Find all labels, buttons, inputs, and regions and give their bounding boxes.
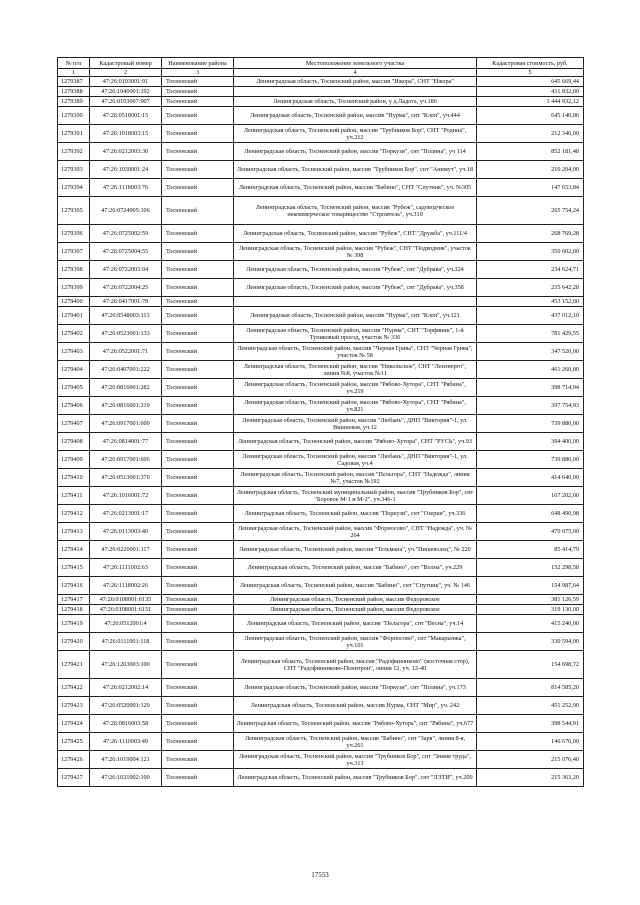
row-number-cell: 1279422 bbox=[58, 679, 90, 697]
district-name-cell: Тосненский bbox=[162, 179, 234, 197]
table-row bbox=[58, 379, 584, 397]
location-cell: Ленинградская область, Тосненский район, массив "Любань", ДНП "Виктория"-1, ул. Вишневая, уч.12 bbox=[234, 415, 477, 433]
cadastral-value-cell: 215 363,20 bbox=[477, 769, 584, 787]
cadastral-number-cell: 47:26:0816003:58 bbox=[90, 715, 162, 733]
table-row bbox=[58, 179, 584, 197]
table-row bbox=[58, 679, 584, 697]
cadastral-number-cell: 47:26:0212003:30 bbox=[90, 143, 162, 161]
district-name-cell: Тосненский bbox=[162, 107, 234, 125]
row-number-cell: 1279407 bbox=[58, 415, 90, 433]
table-row bbox=[58, 595, 584, 605]
district-name-cell: Тосненский bbox=[162, 487, 234, 505]
district-name-cell: Тосненский bbox=[162, 225, 234, 243]
row-number-cell: 1279424 bbox=[58, 715, 90, 733]
location-cell: Ленинградская область, Тосненский район, массив Нурма, СНТ "Мир", уч. 242 bbox=[234, 697, 477, 715]
location-cell: Ленинградская область, Тосненский район, массив "Бабино", снт "Спутник", уч. № 146 bbox=[234, 577, 477, 595]
cadastral-number-cell: 47:26:1118002:26 bbox=[90, 577, 162, 595]
cadastral-number-cell: 47:26:0722003:94 bbox=[90, 261, 162, 279]
location-cell: Ленинградская область, Тосненский район, массив "Рубеж", СНТ "Подводник", участок № 398 bbox=[234, 243, 477, 261]
cadastral-value-cell: 398 714,94 bbox=[477, 379, 584, 397]
header-cadastral-number: Кадастровый номер bbox=[90, 58, 162, 69]
cadastral-value-cell: 451 252,90 bbox=[477, 697, 584, 715]
district-name-cell: Тосненский bbox=[162, 343, 234, 361]
table-row bbox=[58, 523, 584, 541]
row-number-cell: 1279418 bbox=[58, 605, 90, 615]
cadastral-number-cell: 47:26:1110003:49 bbox=[90, 733, 162, 751]
cadastral-value-cell: 431 832,00 bbox=[477, 87, 584, 97]
cadastral-value-cell: 154 698,72 bbox=[477, 651, 584, 679]
cadastral-number-cell: 47:26:0417001:78 bbox=[90, 297, 162, 307]
location-cell: Ленинградская область, Тосненский район, массив "Рубеж", снт "Дубрава", уч.358 bbox=[234, 279, 477, 297]
table-row bbox=[58, 125, 584, 143]
cadastral-value-cell: 739 880,00 bbox=[477, 415, 584, 433]
row-number-cell: 1279389 bbox=[58, 97, 90, 107]
location-cell: Ленинградская область, Тосненский район, массив "Любань", ДНП "Виктория"-1, ул. Садовая, уч.4 bbox=[234, 451, 477, 469]
location-cell: Ленинградская область, Тосненский район, массив "Трубников Бор", снт "Аннмут", уч.18 bbox=[234, 161, 477, 179]
header-row-number: № п/п bbox=[58, 58, 90, 69]
row-number-cell: 1279388 bbox=[58, 87, 90, 97]
district-name-cell: Тосненский bbox=[162, 715, 234, 733]
row-number-cell: 1279390 bbox=[58, 107, 90, 125]
row-number-cell: 1279406 bbox=[58, 397, 90, 415]
district-name-cell: Тосненский bbox=[162, 633, 234, 651]
location-cell: Ленинградская область, Тосненский район, массив "Нурма", снт "Клен", уч.121 bbox=[234, 307, 477, 325]
row-number-cell: 1279408 bbox=[58, 433, 90, 451]
district-name-cell: Тосненский bbox=[162, 751, 234, 769]
row-number-cell: 1279423 bbox=[58, 697, 90, 715]
table-row bbox=[58, 361, 584, 379]
table-row bbox=[58, 97, 584, 107]
cadastral-value-cell: 645 140,86 bbox=[477, 107, 584, 125]
location-cell: Ленинградская область, Тосненский район, массив "Ижора", СНТ "Ижора" bbox=[234, 77, 477, 87]
table-row bbox=[58, 577, 584, 595]
table-row bbox=[58, 107, 584, 125]
cadastral-value-cell: 394 400,00 bbox=[477, 433, 584, 451]
row-number-cell: 1279393 bbox=[58, 161, 90, 179]
cadastral-number-cell: 47:26:0513001:370 bbox=[90, 469, 162, 487]
cadastral-value-cell: 167 202,00 bbox=[477, 487, 584, 505]
district-name-cell: Тосненский bbox=[162, 125, 234, 143]
location-cell: Ленинградская область, Тосненский район, массив "Поркузи", снт "Озерки", уч.336 bbox=[234, 505, 477, 523]
cadastral-number-cell: 47:26:0113003:40 bbox=[90, 523, 162, 541]
cadastral-value-cell: 415 240,00 bbox=[477, 615, 584, 633]
location-cell: Ленинградская область, Тосненский район, массив "Форносово", снт "Макарьевка", уч.101 bbox=[234, 633, 477, 651]
row-number-cell: 1279403 bbox=[58, 343, 90, 361]
table-row bbox=[58, 505, 584, 523]
cadastral-number-cell: 47:26:0725004:55 bbox=[90, 243, 162, 261]
cadastral-value-cell: 852 181,48 bbox=[477, 143, 584, 161]
district-name-cell: Тосненский bbox=[162, 87, 234, 97]
cadastral-value-cell: 215 076,40 bbox=[477, 751, 584, 769]
table-row bbox=[58, 733, 584, 751]
row-number-cell: 1279419 bbox=[58, 615, 90, 633]
cadastral-number-cell: 47:26:0523001:133 bbox=[90, 325, 162, 343]
cadastral-value-cell: 414 640,00 bbox=[477, 469, 584, 487]
cadastral-value-cell: 398 544,91 bbox=[477, 715, 584, 733]
table-row bbox=[58, 451, 584, 469]
table-row bbox=[58, 697, 584, 715]
table-row bbox=[58, 651, 584, 679]
district-name-cell: Тосненский bbox=[162, 361, 234, 379]
column-number: 5 bbox=[477, 69, 584, 77]
district-name-cell: Тосненский bbox=[162, 143, 234, 161]
cadastral-number-cell: 47:26:0917001:606 bbox=[90, 451, 162, 469]
location-cell: Ленинградская область, Тосненский район, массив "Пельгора", снт "Весна", уч.14 bbox=[234, 615, 477, 633]
row-number-cell: 1279409 bbox=[58, 451, 90, 469]
table-row bbox=[58, 261, 584, 279]
district-name-cell: Тосненский bbox=[162, 161, 234, 179]
district-name-cell: Тосненский bbox=[162, 433, 234, 451]
cadastral-number-cell: 47:26:1030001:24 bbox=[90, 161, 162, 179]
cadastral-number-cell: 47:26:0816001:319 bbox=[90, 397, 162, 415]
location-cell: Ленинградская область, Тосненский район, массив "Рябово-Хутора", СНТ "РУСЬ", уч.93 bbox=[234, 433, 477, 451]
row-number-cell: 1279410 bbox=[58, 469, 90, 487]
location-cell: Ленинградская область, Тосненский район, массив "Рубеж", снт "Дубрава", уч.324 bbox=[234, 261, 477, 279]
location-cell: Ленинградская область, Тосненский район, массив "Бабино", СНТ "Спутник", уч. №305 bbox=[234, 179, 477, 197]
header-location: Местоположение земельного участка bbox=[234, 58, 477, 69]
district-name-cell: Тосненский bbox=[162, 679, 234, 697]
district-name-cell: Тосненский bbox=[162, 77, 234, 87]
column-number-row bbox=[58, 69, 584, 77]
location-cell: Ленинградская область, Тосненский район, массив "Рубеж", садоводческое некоммерческое товарищество "Строитель", уч.310 bbox=[234, 197, 477, 225]
table-row bbox=[58, 161, 584, 179]
cadastral-number-cell: 47:26:0520001:129 bbox=[90, 697, 162, 715]
location-cell: Ленинградская область, Тосненский район, массив "Рябово-Хутора", СНТ "Рябина", уч.821 bbox=[234, 397, 477, 415]
header-district-name: Наименование района bbox=[162, 58, 234, 69]
table-row bbox=[58, 343, 584, 361]
district-name-cell: Тосненский bbox=[162, 415, 234, 433]
cadastral-number-cell: 47:26:1203003:100 bbox=[90, 651, 162, 679]
cadastral-value-sheet bbox=[57, 57, 583, 787]
cadastral-number-cell: 47:26:0814001:77 bbox=[90, 433, 162, 451]
table-row bbox=[58, 397, 584, 415]
cadastral-value-cell: 330 594,00 bbox=[477, 633, 584, 651]
cadastral-value-cell: 648 490,98 bbox=[477, 505, 584, 523]
district-name-cell: Тосненский bbox=[162, 505, 234, 523]
cadastral-number-cell: 47:26:0407001:222 bbox=[90, 361, 162, 379]
cadastral-value-cell: 85 414,79 bbox=[477, 541, 584, 559]
district-name-cell: Тосненский bbox=[162, 243, 234, 261]
cadastral-number-cell: 47:26:0111001:118 bbox=[90, 633, 162, 651]
location-cell: Ленинградская область, Тосненский район, массив "Форносово", СНТ "Надежда", уч. № 264 bbox=[234, 523, 477, 541]
cadastral-value-cell: 268 769,28 bbox=[477, 225, 584, 243]
table-row bbox=[58, 143, 584, 161]
row-number-cell: 1279402 bbox=[58, 325, 90, 343]
row-number-cell: 1279421 bbox=[58, 651, 90, 679]
location-cell: Ленинградская область, Тосненский район, массив "Рубеж", СНТ "Дружба", уч.111/4 bbox=[234, 225, 477, 243]
district-name-cell: Тосненский bbox=[162, 297, 234, 307]
district-name-cell: Тосненский bbox=[162, 397, 234, 415]
district-name-cell: Тосненский bbox=[162, 605, 234, 615]
cadastral-number-cell: 47:26:0724005:106 bbox=[90, 197, 162, 225]
cadastral-value-cell: 235 642,28 bbox=[477, 279, 584, 297]
row-number-cell: 1279399 bbox=[58, 279, 90, 297]
cadastral-value-cell: 147 653,84 bbox=[477, 179, 584, 197]
location-cell: Ленинградская область, Тосненский район, массив "Никольское", СНТ "Ленэнерго", линия №8, участок №11 bbox=[234, 361, 477, 379]
district-name-cell: Тосненский bbox=[162, 733, 234, 751]
cadastral-number-cell: 47:26:0103001:91 bbox=[90, 77, 162, 87]
table-row bbox=[58, 715, 584, 733]
location-cell: Ленинградская область, Тосненский район, массив Федоровское bbox=[234, 595, 477, 605]
location-cell: Ленинградская область, Тосненский муниципальный район, массив "Трубников Бор", снт "Боровое М-1 и М-2", уч.346-1 bbox=[234, 487, 477, 505]
district-name-cell: Тосненский bbox=[162, 651, 234, 679]
row-number-cell: 1279392 bbox=[58, 143, 90, 161]
location-cell: Ленинградская область, Тосненский район, массив "Рябово-Хутора", снт "Рябина", уч.677 bbox=[234, 715, 477, 733]
row-number-cell: 1279400 bbox=[58, 297, 90, 307]
district-name-cell: Тосненский bbox=[162, 697, 234, 715]
row-number-cell: 1279413 bbox=[58, 523, 90, 541]
row-number-cell: 1279414 bbox=[58, 541, 90, 559]
district-name-cell: Тосненский bbox=[162, 615, 234, 633]
location-cell: Ленинградская область, Тосненский район, массив "Бабино", снт "Заря", линия 8-я, уч.261 bbox=[234, 733, 477, 751]
cadastral-number-cell: 47:26:0220001:117 bbox=[90, 541, 162, 559]
table-row bbox=[58, 197, 584, 225]
cadastral-number-cell: 47:26:1021002:100 bbox=[90, 769, 162, 787]
location-cell: Ленинградская область, Тосненский район, массив "Трубников Бор", снт "ЛЭТИ", уч.200 bbox=[234, 769, 477, 787]
row-number-cell: 1279401 bbox=[58, 307, 90, 325]
district-name-cell: Тосненский bbox=[162, 307, 234, 325]
cadastral-number-cell: 47:26:0816001:282 bbox=[90, 379, 162, 397]
table-row bbox=[58, 77, 584, 87]
table-row bbox=[58, 279, 584, 297]
table-row bbox=[58, 433, 584, 451]
row-number-cell: 1279394 bbox=[58, 179, 90, 197]
row-number-cell: 1279416 bbox=[58, 577, 90, 595]
table-row bbox=[58, 541, 584, 559]
cadastral-number-cell: 47:26:0103007:907 bbox=[90, 97, 162, 107]
location-cell: Ленинградская область, Тосненский район, массив "Черная Грива", СНТ "Черная Грива", участок № 58 bbox=[234, 343, 477, 361]
header-cadastral-value: Кадастровая стоимость, руб. bbox=[477, 58, 584, 69]
row-number-cell: 1279427 bbox=[58, 769, 90, 787]
cadastral-value-cell: 319 130,00 bbox=[477, 605, 584, 615]
district-name-cell: Тосненский bbox=[162, 379, 234, 397]
district-name-cell: Тосненский bbox=[162, 577, 234, 595]
cadastral-value-cell: 437 012,10 bbox=[477, 307, 584, 325]
table-row bbox=[58, 751, 584, 769]
row-number-cell: 1279404 bbox=[58, 361, 90, 379]
row-number-cell: 1279397 bbox=[58, 243, 90, 261]
location-cell: Ленинградская область, Тосненский район, массив "Бабино", снт "Волна", уч.229 bbox=[234, 559, 477, 577]
cadastral-value-cell: 265 754,24 bbox=[477, 197, 584, 225]
row-number-cell: 1279425 bbox=[58, 733, 90, 751]
location-cell: Ленинградская область, Тосненский район, массив "Нурма", снт "Клен", уч.444 bbox=[234, 107, 477, 125]
column-number: 2 bbox=[90, 69, 162, 77]
row-number-cell: 1279426 bbox=[58, 751, 90, 769]
row-number-cell: 1279395 bbox=[58, 197, 90, 225]
table-row bbox=[58, 243, 584, 261]
location-cell: Ленинградская область, Тосненский район, массив Федоровское bbox=[234, 605, 477, 615]
table-row bbox=[58, 769, 584, 787]
cadastral-number-cell: 47:26:0512001:4 bbox=[90, 615, 162, 633]
column-number: 3 bbox=[162, 69, 234, 77]
location-cell: Ленинградская область, Тосненский район, массив "Нурма", СНТ "Торфяник", 1-й Тупиковый проезд, участок № 336 bbox=[234, 325, 477, 343]
cadastral-value-cell: 234 624,71 bbox=[477, 261, 584, 279]
row-number-cell: 1279387 bbox=[58, 77, 90, 87]
cadastral-value-cell: 152 298,58 bbox=[477, 559, 584, 577]
table-row bbox=[58, 633, 584, 651]
cadastral-value-cell: 645 669,44 bbox=[477, 77, 584, 87]
cadastral-number-cell: 47:26:0212002:14 bbox=[90, 679, 162, 697]
district-name-cell: Тосненский bbox=[162, 197, 234, 225]
cadastral-number-cell: 47:26:0725002:59 bbox=[90, 225, 162, 243]
table-body bbox=[58, 77, 584, 787]
cadastral-value-cell: 814 585,20 bbox=[477, 679, 584, 697]
cadastral-number-cell: 47:26:1111002:63 bbox=[90, 559, 162, 577]
table-row bbox=[58, 615, 584, 633]
district-name-cell: Тосненский bbox=[162, 541, 234, 559]
district-name-cell: Тосненский bbox=[162, 97, 234, 107]
district-name-cell: Тосненский bbox=[162, 769, 234, 787]
location-cell: Ленинградская область, Тосненский район, массив "Рябово-Хутора", СНТ "Рябина", уч.219 bbox=[234, 379, 477, 397]
row-number-cell: 1279415 bbox=[58, 559, 90, 577]
district-name-cell: Тосненский bbox=[162, 451, 234, 469]
cadastral-table bbox=[57, 57, 584, 787]
row-number-cell: 1279405 bbox=[58, 379, 90, 397]
location-cell: Ленинградская область, Тосненский район, массив "Тельмана", уч."Пишеволец", № 220 bbox=[234, 541, 477, 559]
cadastral-number-cell: 47:26:1040001:192 bbox=[90, 87, 162, 97]
location-cell: Ленинградская область, Тосненский район, массив "Трубников Бор", СНТ "Родина", уч.212 bbox=[234, 125, 477, 143]
location-cell: Ленинградская область, Тосненский район, у д.Ладога, уч.186 bbox=[234, 97, 477, 107]
cadastral-value-cell: 397 754,93 bbox=[477, 397, 584, 415]
cadastral-value-cell: 453 152,00 bbox=[477, 297, 584, 307]
cadastral-number-cell: 47:26:0722004:25 bbox=[90, 279, 162, 297]
cadastral-number-cell: 47:26:0213001:17 bbox=[90, 505, 162, 523]
location-cell: Ленинградская область, Тосненский район, массив "Поркузи", снт "Полина", уч.173 bbox=[234, 679, 477, 697]
row-number-cell: 1279420 bbox=[58, 633, 90, 651]
cadastral-value-cell: 739 880,00 bbox=[477, 451, 584, 469]
cadastral-value-cell: 1 444 932,12 bbox=[477, 97, 584, 107]
district-name-cell: Тосненский bbox=[162, 469, 234, 487]
district-name-cell: Тосненский bbox=[162, 261, 234, 279]
row-number-cell: 1279391 bbox=[58, 125, 90, 143]
cadastral-value-cell: 347 520,00 bbox=[477, 343, 584, 361]
district-name-cell: Тосненский bbox=[162, 595, 234, 605]
cadastral-number-cell: 47:26:1019004:121 bbox=[90, 751, 162, 769]
cadastral-number-cell: 47:26:0548003:113 bbox=[90, 307, 162, 325]
table-row bbox=[58, 415, 584, 433]
table-row bbox=[58, 605, 584, 615]
district-name-cell: Тосненский bbox=[162, 523, 234, 541]
cadastral-number-cell: 47:26:0518001:15 bbox=[90, 107, 162, 125]
cadastral-value-cell: 381 126,59 bbox=[477, 595, 584, 605]
location-cell: Ленинградская область, Тосненский район, массив "Радофинниково" (восточная стор), СНТ "Радофинниково-Поннтрон", линия 12, уч. 12-40 bbox=[234, 651, 477, 679]
table-header-row bbox=[58, 58, 584, 69]
cadastral-number-cell: 47:26:0917001:600 bbox=[90, 415, 162, 433]
table-row bbox=[58, 559, 584, 577]
row-number-cell: 1279398 bbox=[58, 261, 90, 279]
cadastral-value-cell: 146 676,00 bbox=[477, 733, 584, 751]
cadastral-value-cell: 154 987,64 bbox=[477, 577, 584, 595]
table-row bbox=[58, 487, 584, 505]
cadastral-number-cell: 47:26:0108001:6151 bbox=[90, 605, 162, 615]
district-name-cell: Тосненский bbox=[162, 559, 234, 577]
location-cell: Ленинградская область, Тосненский район, массив "Пельгора", СНТ "Надежда", линия №7, участок №192 bbox=[234, 469, 477, 487]
column-number: 4 bbox=[234, 69, 477, 77]
location-cell: Ленинградская область, Тосненский район, массив "Трубников Бор", снт "Знамя труда", уч.313 bbox=[234, 751, 477, 769]
row-number-cell: 1279417 bbox=[58, 595, 90, 605]
table-row bbox=[58, 225, 584, 243]
table-row bbox=[58, 307, 584, 325]
column-number: 1 bbox=[58, 69, 90, 77]
row-number-cell: 1279411 bbox=[58, 487, 90, 505]
cadastral-value-cell: 212 346,00 bbox=[477, 125, 584, 143]
cadastral-number-cell: 47:26:1018003:15 bbox=[90, 125, 162, 143]
cadastral-value-cell: 470 075,00 bbox=[477, 523, 584, 541]
district-name-cell: Тосненский bbox=[162, 325, 234, 343]
page-number: 17553 bbox=[311, 871, 329, 879]
table-row bbox=[58, 325, 584, 343]
cadastral-number-cell: 47:26:1118003:76 bbox=[90, 179, 162, 197]
cadastral-value-cell: 781 429,55 bbox=[477, 325, 584, 343]
cadastral-number-cell: 47:26:1016001:72 bbox=[90, 487, 162, 505]
table-row bbox=[58, 469, 584, 487]
location-cell bbox=[234, 87, 477, 97]
cadastral-value-cell: 210 204,00 bbox=[477, 161, 584, 179]
cadastral-value-cell: 350 602,00 bbox=[477, 243, 584, 261]
district-name-cell: Тосненский bbox=[162, 279, 234, 297]
location-cell: Ленинградская область, Тосненский район, массив "Поркузи", снт "Полина", уч 114 bbox=[234, 143, 477, 161]
row-number-cell: 1279396 bbox=[58, 225, 90, 243]
cadastral-number-cell: 47:26:0522001:71 bbox=[90, 343, 162, 361]
table-row bbox=[58, 87, 584, 97]
table-row bbox=[58, 297, 584, 307]
row-number-cell: 1279412 bbox=[58, 505, 90, 523]
location-cell bbox=[234, 297, 477, 307]
cadastral-value-cell: 461 260,80 bbox=[477, 361, 584, 379]
cadastral-number-cell: 47:26:0108001:6135 bbox=[90, 595, 162, 605]
